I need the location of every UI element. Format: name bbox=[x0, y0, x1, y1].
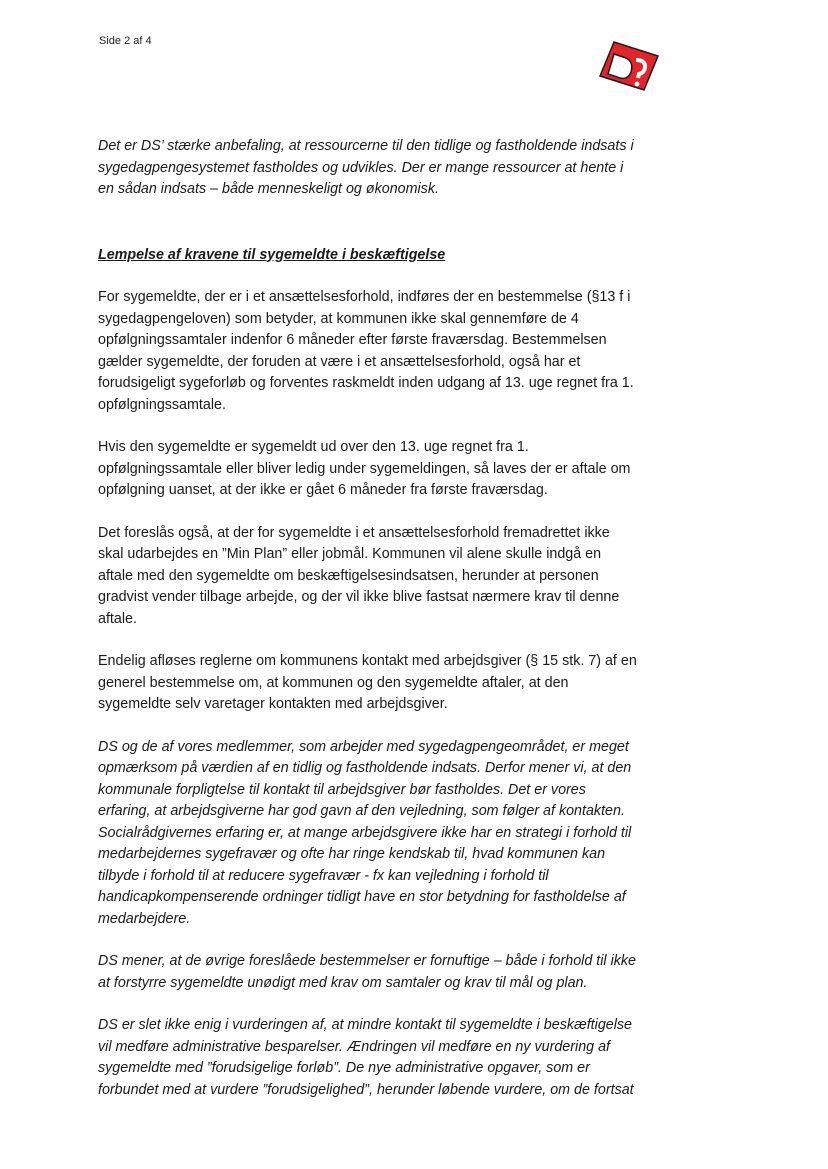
paragraph-7: DS er slet ikke enig i vurderingen af, at mindre kontakt til sygemeldte i beskæftigelse vil medføre administrative besparelser. Ændringen vil medføre en ny vurdering af sygemeldte med ”forudsigelige forløb”. De nye administrative opgaver, som er forbundet med at vurdere ”forudsigelighed”, herunder løbende vurdere, om de fortsat bbox=[98, 1017, 634, 1098]
page-number: Side 2 af 4 bbox=[99, 35, 152, 47]
document-body bbox=[98, 136, 638, 1122]
paragraph-1: For sygemeldte, der er i et ansættelsesforhold, indføres der en bestemmelse (§13 f i sygedagpengeloven) som betyder, at kommunen ikke skal gennemføre de 4 opfølgningssamtaler indenfor 6 måneder efter første fraværsdag. Bestemmelsen gælder sygemeldte, der foruden at være i et ansættelsesforhold, også har et forudsigeligt sygeforløb og forventes raskmeldt inden udgang af 13. uge regnet fra 1. opfølgningssamtale. bbox=[98, 289, 634, 413]
paragraph-6: DS mener, at de øvrige foreslåede bestemmelser er fornuftige – både i forhold til ikke at forstyrre sygemeldte unødigt med krav om samtaler og krav til mål og plan. bbox=[98, 953, 636, 991]
paragraph-4: Endelig afløses reglerne om kommunens kontakt med arbejdsgiver (§ 15 stk. 7) af en generel bestemmelse om, at kommunen og den sygemeldte aftaler, at den sygemeldte selv varetager kontakten med arbejdsgiver. bbox=[98, 653, 637, 712]
section-heading: Lempelse af kravene til sygemeldte i beskæftigelse bbox=[98, 246, 446, 263]
paragraph-2: Hvis den sygemeldte er sygemeldt ud over den 13. uge regnet fra 1. opfølgningssamtale eller bliver ledig under sygemeldingen, så laves der er aftale om opfølgning uanset, at der ikke er gået 6 måneder fra første fraværsdag. bbox=[98, 439, 631, 498]
paragraph-5: DS og de af vores medlemmer, som arbejder med sygedagpengeområdet, er meget opmærksom på værdien af en tidlig og fastholdende indsats. Derfor mener vi, at den kommunale forpligtelse til kontakt til arbejdsgiver bør fastholdes. Det er vores erfaring, at arbejdsgiverne har god gavn af den vejledning, som følger af kontakten. Socialrådgivernes erfaring er, at mange arbejdsgivere ikke har en strategi i forhold til medarbejdernes sygefravær og ofte har ringe kendskab til, hvad kommunen kan tilbyde i forhold til at reducere sygefravær - fx kan vejledning i forhold til handicapkompenserende ordninger tidligt have en stor betydning for fastholdelse af medarbejdere. bbox=[98, 738, 632, 927]
paragraph-3: Det foreslås også, at der for sygemeldte i et ansættelsesforhold fremadrettet ikke skal udarbejdes en ”Min Plan” eller jobmål. Kommunen vil alene skulle indgå en aftale med den sygemeldte om beskæftigelsesindsatsen, herunder at personen gradvist vender tilbage arbejde, og der vil ikke blive fastsat nærmere krav til denne aftale. bbox=[98, 524, 620, 627]
ds-logo-icon bbox=[596, 40, 660, 92]
intro-paragraph: Det er DS’ stærke anbefaling, at ressourcerne til den tidlige og fastholdende indsats i sygedagpengesystemet fastholdes og udvikles. Der er mange ressourcer at hente i en sådan indsats – både menneskeligt og økonomisk. bbox=[98, 138, 634, 197]
